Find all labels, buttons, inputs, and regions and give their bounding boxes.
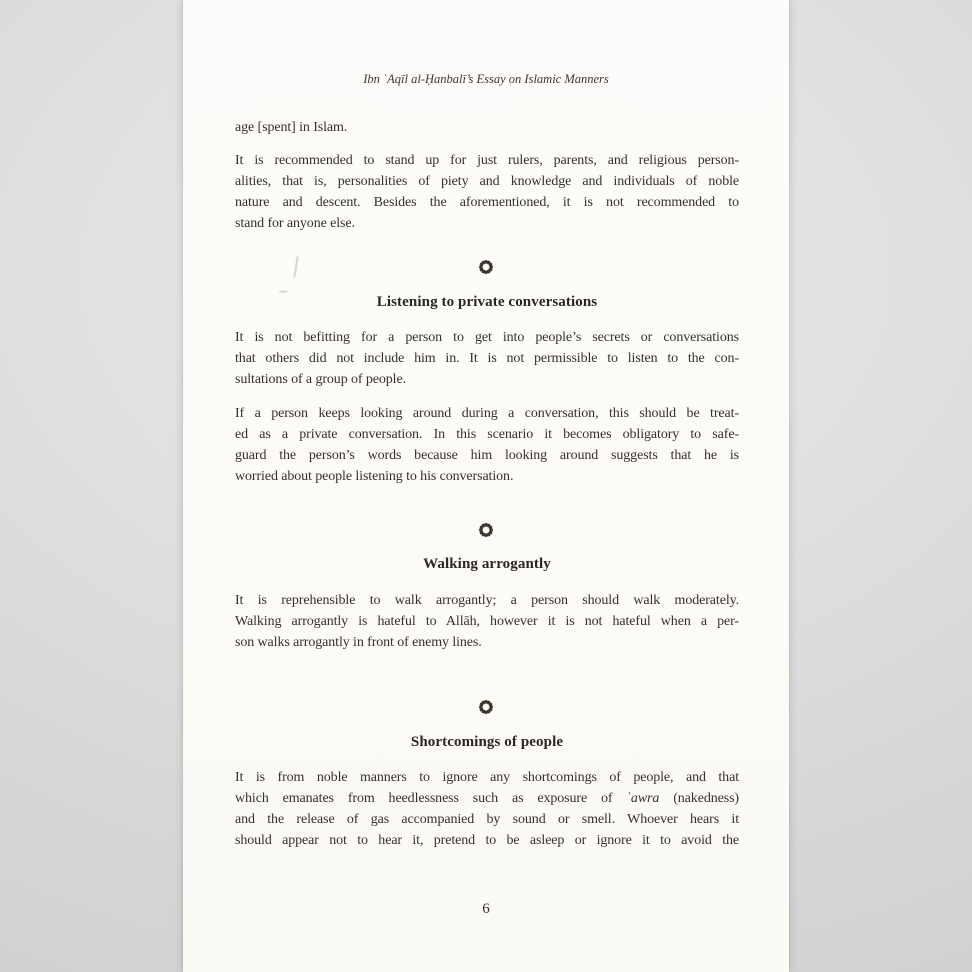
text-line: should appear not to hear it, pretend to be asleep or ignore it to avoid the <box>235 832 739 848</box>
paragraph-listening-1 <box>235 328 739 391</box>
text-line: alities, that is, personalities of piety and knowledge and individuals of noble <box>235 173 739 189</box>
book-page <box>183 0 789 972</box>
text-line: stand for anyone else. <box>235 215 355 231</box>
text-line: guard the person’s words because him looking around suggests that he is <box>235 447 739 463</box>
text-line: If a person keeps looking around during a conversation, this should be treat- <box>235 406 739 421</box>
rosette-divider-icon <box>478 522 494 538</box>
text-line: It is recommended to stand up for just rulers, parents, and religious person- <box>235 153 739 168</box>
text-line: ed as a private conversation. In this scenario it becomes obligatory to safe- <box>235 426 739 442</box>
text-line: Walking arrogantly is hateful to Allāh, however it is not hateful when a per- <box>235 613 739 629</box>
text-line: which emanates from heedlessness such as exposure of ʿawra (nakedness) <box>235 790 739 806</box>
section-divider <box>183 522 789 538</box>
paragraph-standing-for-others <box>235 151 739 235</box>
text-line: sultations of a group of people. <box>235 371 406 387</box>
paragraph-walking <box>235 591 739 654</box>
paragraph-continuation <box>235 118 739 139</box>
section-divider <box>183 259 789 275</box>
paragraph-shortcomings <box>235 768 739 852</box>
running-header: Ibn ʿAqīl al-Ḥanbalī’s Essay on Islamic Manners <box>363 72 609 86</box>
text-line: age [spent] in Islam. <box>235 120 348 135</box>
section-heading-shortcomings: Shortcomings of people <box>410 734 564 750</box>
text-line: worried about people listening to his conversation. <box>235 468 514 484</box>
text-line: that others did not include him in. It is not permissible to listen to the con- <box>235 350 739 366</box>
text-line: It is from noble manners to ignore any shortcomings of people, and that <box>235 770 739 785</box>
page-number: 6 <box>482 901 490 917</box>
section-divider <box>183 699 789 715</box>
text-line: It is reprehensible to walk arrogantly; a person should walk moderately. <box>235 593 739 608</box>
text-line: It is not befitting for a person to get into people’s secrets or conversations <box>235 330 739 345</box>
text-line: and the release of gas accompanied by sound or smell. Whoever hears it <box>235 811 739 827</box>
section-heading-listening: Listening to private conversations <box>376 294 598 310</box>
rosette-divider-icon <box>478 259 494 275</box>
text-line: nature and descent. Besides the aforementioned, it is not recommended to <box>235 194 739 210</box>
paragraph-listening-2 <box>235 404 739 488</box>
section-heading-walking: Walking arrogantly <box>423 556 551 572</box>
text-line: son walks arrogantly in front of enemy lines. <box>235 634 482 650</box>
rosette-divider-icon <box>478 699 494 715</box>
